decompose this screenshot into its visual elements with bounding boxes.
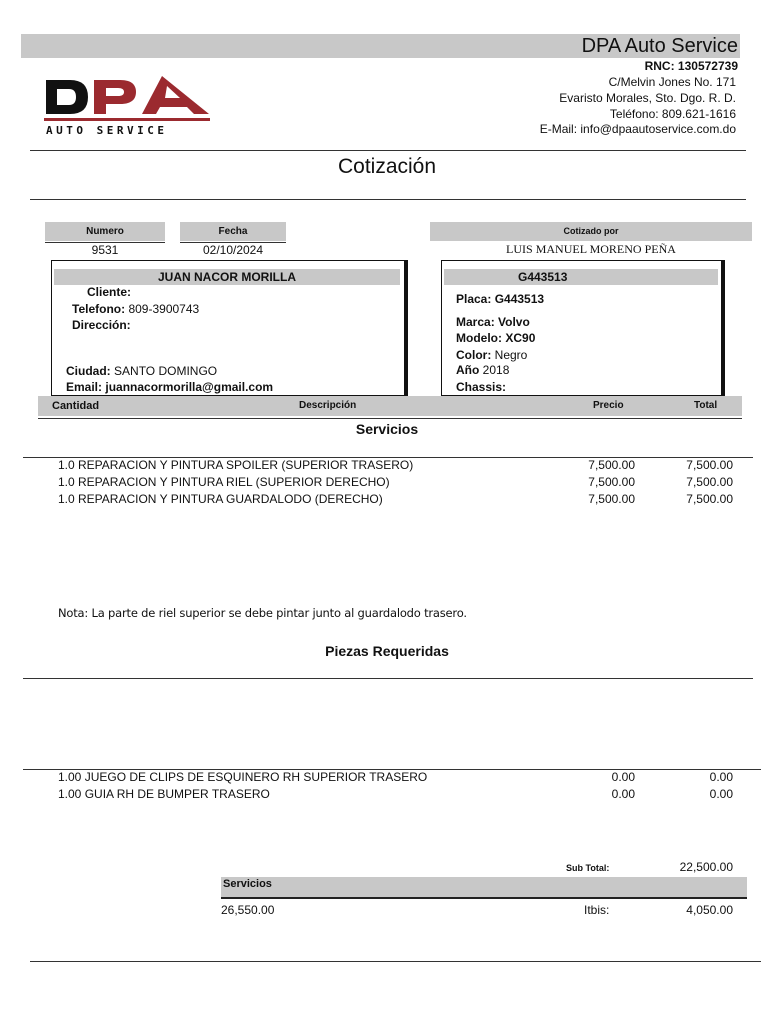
service-price: 7,500.00 <box>588 475 635 489</box>
note-text: Nota: La parte de riel superior se debe pintar junto al guardalodo trasero. <box>58 606 467 620</box>
ciudad-row <box>66 364 217 378</box>
email-row <box>66 380 273 394</box>
table-header <box>38 396 742 416</box>
part-desc: 1.00 GUIA RH DE BUMPER TRASERO <box>58 787 270 801</box>
part-price: 0.00 <box>611 770 635 784</box>
servicios-total-value: 26,550.00 <box>221 903 275 917</box>
service-total: 7,500.00 <box>686 475 733 489</box>
col-cantidad: Cantidad <box>52 400 100 412</box>
company-address-1: C/Melvin Jones No. 171 <box>608 75 736 89</box>
service-price: 7,500.00 <box>588 458 635 472</box>
service-total: 7,500.00 <box>686 458 733 472</box>
modelo-row <box>456 331 535 345</box>
company-phone: Teléfono: 809.621-1616 <box>609 107 736 121</box>
service-desc: 1.0 REPARACION Y PINTURA GUARDALODO (DERECHO) <box>58 492 383 506</box>
modelo-value: XC90 <box>505 331 536 345</box>
numero-underline <box>45 242 165 243</box>
vehicle-box <box>441 260 725 399</box>
placa-row <box>456 292 544 306</box>
vehicle-id-text: G443513 <box>518 270 568 284</box>
part-total: 0.00 <box>709 770 733 784</box>
service-desc: 1.0 REPARACION Y PINTURA SPOILER (SUPERIOR TRASERO) <box>58 458 414 472</box>
list-item <box>0 458 768 475</box>
col-total: Total <box>694 400 718 411</box>
anio-row <box>456 363 509 377</box>
color-value: Negro <box>494 348 528 362</box>
title-rule <box>30 199 746 200</box>
company-rnc: RNC: 130572739 <box>644 59 738 73</box>
marca-value: Volvo <box>498 315 530 329</box>
telefono-row <box>72 302 199 316</box>
company-name: DPA Auto Service <box>581 35 738 57</box>
telefono-value: 809-3900743 <box>128 302 200 316</box>
col-descripcion: Descripción <box>299 400 357 411</box>
list-item <box>0 475 768 492</box>
cotizado-label: Cotizado por <box>430 222 752 241</box>
header-rule <box>30 150 746 151</box>
service-total: 7,500.00 <box>686 492 733 506</box>
ciudad-label: Ciudad: <box>66 364 111 378</box>
fecha-value: 02/10/2024 <box>202 243 264 257</box>
email-value: juannacormorilla@gmail.com <box>105 380 274 394</box>
numero-label: Numero <box>45 222 165 241</box>
itbis-label: Itbis: <box>584 903 610 917</box>
service-price: 7,500.00 <box>588 492 635 506</box>
fecha-underline <box>180 242 286 243</box>
anio-value: 2018 <box>482 363 510 377</box>
col-precio: Precio <box>593 400 624 411</box>
footer-rule <box>30 961 761 962</box>
company-address-2: Evaristo Morales, Sto. Dgo. R. D. <box>559 91 736 105</box>
numero-value: 9531 <box>91 243 119 257</box>
subtotal-label: Sub Total: <box>566 863 610 873</box>
servicios-total-band <box>221 877 747 897</box>
company-logo <box>44 74 212 140</box>
part-desc: 1.00 JUEGO DE CLIPS DE ESQUINERO RH SUPERIOR TRASERO <box>58 770 428 784</box>
anio-label: Año <box>456 363 480 377</box>
marca-row <box>456 315 530 329</box>
ciudad-value: SANTO DOMINGO <box>114 364 218 378</box>
marca-label: Marca: <box>456 315 495 329</box>
service-desc: 1.0 REPARACION Y PINTURA RIEL (SUPERIOR DERECHO) <box>58 475 390 489</box>
cotizado-value: LUIS MANUEL MORENO PEÑA <box>506 242 676 256</box>
servicios-title: Servicios <box>355 421 419 437</box>
modelo-label: Modelo: <box>456 331 502 345</box>
servicios-total-rule <box>221 897 747 899</box>
list-item <box>0 770 768 787</box>
part-total: 0.00 <box>709 787 733 801</box>
client-box <box>51 260 408 399</box>
client-name: JUAN NACOR MORILLA <box>54 269 400 285</box>
cliente-label: Cliente: <box>87 285 132 299</box>
table-header-rule <box>38 418 742 419</box>
color-label: Color: <box>456 348 492 362</box>
chassis-label: Chassis: <box>456 380 507 394</box>
piezas-title: Piezas Requeridas <box>325 643 449 659</box>
fecha-label: Fecha <box>180 222 286 241</box>
doc-title: Cotización <box>337 155 437 178</box>
color-row <box>456 348 527 362</box>
part-price: 0.00 <box>611 787 635 801</box>
vehicle-id <box>444 269 718 285</box>
company-email: E-Mail: info@dpaautoservice.com.do <box>539 122 736 136</box>
piezas-rule <box>23 678 753 679</box>
email-label: Email: <box>66 380 103 394</box>
telefono-label: Telefono: <box>72 302 126 316</box>
subtotal-value: 22,500.00 <box>679 860 733 874</box>
placa-label: Placa: <box>456 292 492 306</box>
itbis-value: 4,050.00 <box>686 903 733 917</box>
placa-value: G443513 <box>494 292 545 306</box>
logo-subtitle: AUTO SERVICE <box>46 124 168 137</box>
servicios-total-label: Servicios <box>223 878 272 890</box>
direccion-label: Dirección: <box>72 318 131 332</box>
list-item <box>0 787 768 804</box>
list-item <box>0 492 768 509</box>
